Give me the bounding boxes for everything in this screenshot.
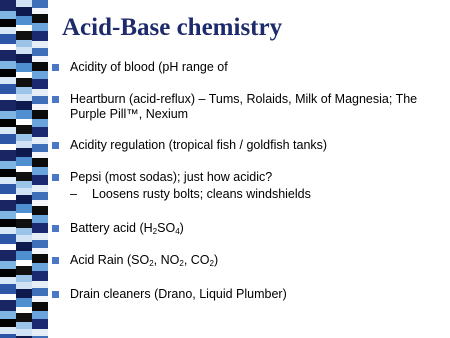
stripe-column — [32, 0, 48, 338]
bullet-text: Acid Rain ($SO_2$, $NO_2$, $CO_2$) — [70, 253, 219, 268]
bullet-text: Acidity of blood (pH range of — [70, 60, 228, 74]
bullet-text: Battery acid $(H_2SO_4)$ — [70, 221, 184, 236]
bullet-text: Pepsi (most sodas); just how acidic? — [70, 170, 273, 184]
square-bullet-icon — [52, 291, 59, 298]
bullet-text: Heartburn (acid-reflux) – Tums, Rolaids, Milk of Magnesia; The Purple Pill™, Nexium — [70, 92, 418, 121]
dash-marker: – — [70, 187, 77, 201]
decorative-stripe-border — [0, 0, 48, 338]
square-bullet-icon — [52, 142, 59, 149]
square-bullet-icon — [52, 174, 59, 181]
stripe-column — [16, 0, 32, 338]
bullet-text: Drain cleaners (Drano, Liquid Plumber) — [70, 287, 287, 301]
slide-title: Acid-Base chemistry — [62, 14, 283, 41]
square-bullet-icon — [52, 225, 59, 232]
square-bullet-icon — [52, 257, 59, 264]
square-bullet-icon — [52, 96, 59, 103]
sub-bullet-text: Loosens rusty bolts; cleans windshields — [92, 187, 311, 201]
bullet-text: Acidity regulation (tropical fish / goldfish tanks) — [70, 138, 328, 152]
stripe-column — [0, 0, 16, 338]
square-bullet-icon — [52, 64, 59, 71]
